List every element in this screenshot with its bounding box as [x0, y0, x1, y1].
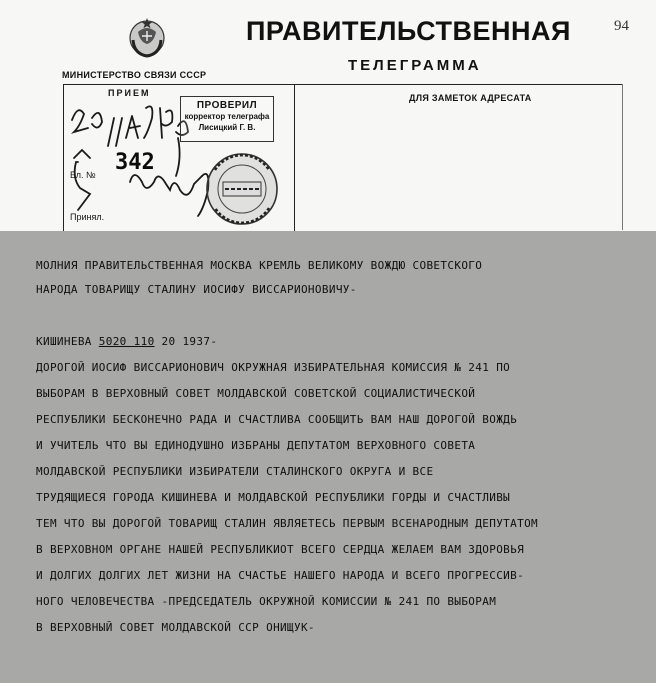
priem-label: ПРИЕМ [108, 88, 151, 98]
message-body [0, 231, 656, 683]
margin-rule [622, 84, 623, 230]
message-line-origin [36, 335, 217, 348]
message-line: ДОРОГОЙ ИОСИФ ВИССАРИОНОВИЧ ОКРУЖНАЯ ИЗБИРАТЕЛЬНАЯ КОМИССИЯ № 241 ПО [36, 361, 511, 374]
message-line: РЕСПУБЛИКИ БЕСКОНЕЧНО РАДА И СЧАСТЛИВА СООБЩИТЬ ВАМ НАШ ДОРОГОЙ ВОЖДЬ [36, 413, 518, 426]
message-number: 342 [115, 150, 155, 175]
checked-stamp-line2: корректор телеграфа [184, 112, 270, 121]
document-title: ПРАВИТЕЛЬСТВЕННАЯ [246, 16, 571, 46]
checked-stamp-line1: ПРОВЕРИЛ [196, 100, 258, 111]
ministry-label: МИНИСТЕРСТВО СВЯЗИ СССР [62, 70, 207, 80]
origin-city: КИШИНЕВА [36, 335, 92, 348]
addressee-notes-label: ДЛЯ ЗАМЕТОК АДРЕСАТА [409, 93, 532, 103]
message-line: В ВЕРХОВНОМ ОРГАНЕ НАШЕЙ РЕСПУБЛИКИОТ ВСЕГО СЕРДЦА ЖЕЛАЕМ ВАМ ЗДОРОВЬЯ [36, 543, 525, 556]
checked-stamp-line3: Лисицкий Г. В. [198, 123, 256, 132]
message-line: НАРОДА ТОВАРИЩУ СТАЛИНУ ИОСИФУ ВИССАРИОНОВИЧУ- [36, 283, 357, 296]
message-line: НОГО ЧЕЛОВЕЧЕСТВА -ПРЕДСЕДАТЕЛЬ ОКРУЖНОЙ КОМИССИИ № 241 ПО ВЫБОРАМ [36, 595, 497, 608]
message-line: ТЕМ ЧТО ВЫ ДОРОГОЙ ТОВАРИЩ СТАЛИН ЯВЛЯЕТЕСЬ ПЕРВЫМ ВСЕНАРОДНЫМ ДЕПУТАТОМ [36, 517, 539, 530]
blank-number-label: Бл. № [70, 170, 96, 180]
message-line: И ДОЛГИХ ДОЛГИХ ЛЕТ ЖИЗНИ НА СЧАСТЬЕ НАШЕГО НАРОДА И ВСЕГО ПРОГРЕССИВ- [36, 569, 525, 582]
document-subtitle: ТЕЛЕГРАММА [348, 57, 482, 74]
page-number: 94 [614, 18, 629, 34]
message-line: И УЧИТЕЛЬ ЧТО ВЫ ЕДИНОДУШНО ИЗБРАНЫ ДЕПУТАТОМ ВЕРХОВНОГО СОВЕТА [36, 439, 476, 452]
origin-date: 20 1937- [161, 335, 218, 348]
message-line: МОЛНИЯ ПРАВИТЕЛЬСТВЕННАЯ МОСКВА КРЕМЛЬ ВЕЛИКОМУ ВОЖДЮ СОВЕТСКОГО [36, 259, 483, 272]
postal-round-stamp [203, 150, 281, 228]
message-line: ВЫБОРАМ В ВЕРХОВНЫЙ СОВЕТ МОЛДАВСКОЙ СОВЕТСКОЙ СОЦИАЛИСТИЧЕСКОЙ [36, 387, 476, 400]
message-line: МОЛДАВСКОЙ РЕСПУБЛИКИ ИЗБИРАТЕЛИ СТАЛИНСКОГО ОКРУГА И ВСЕ [36, 465, 434, 478]
received-by-label: Принял. [70, 212, 105, 222]
origin-number: 5020 110 [98, 335, 155, 348]
message-line: ТРУДЯЩИЕСЯ ГОРОДА КИШИНЕВА И МОЛДАВСКОЙ РЕСПУБЛИКИ ГОРДЫ И СЧАСТЛИВЫ [36, 491, 511, 504]
ussr-emblem-icon [124, 14, 170, 60]
message-line: В ВЕРХОВНЫЙ СОВЕТ МОЛДАВСКОЙ ССР ОНИЩУК- [36, 621, 315, 634]
checked-stamp [180, 96, 274, 142]
